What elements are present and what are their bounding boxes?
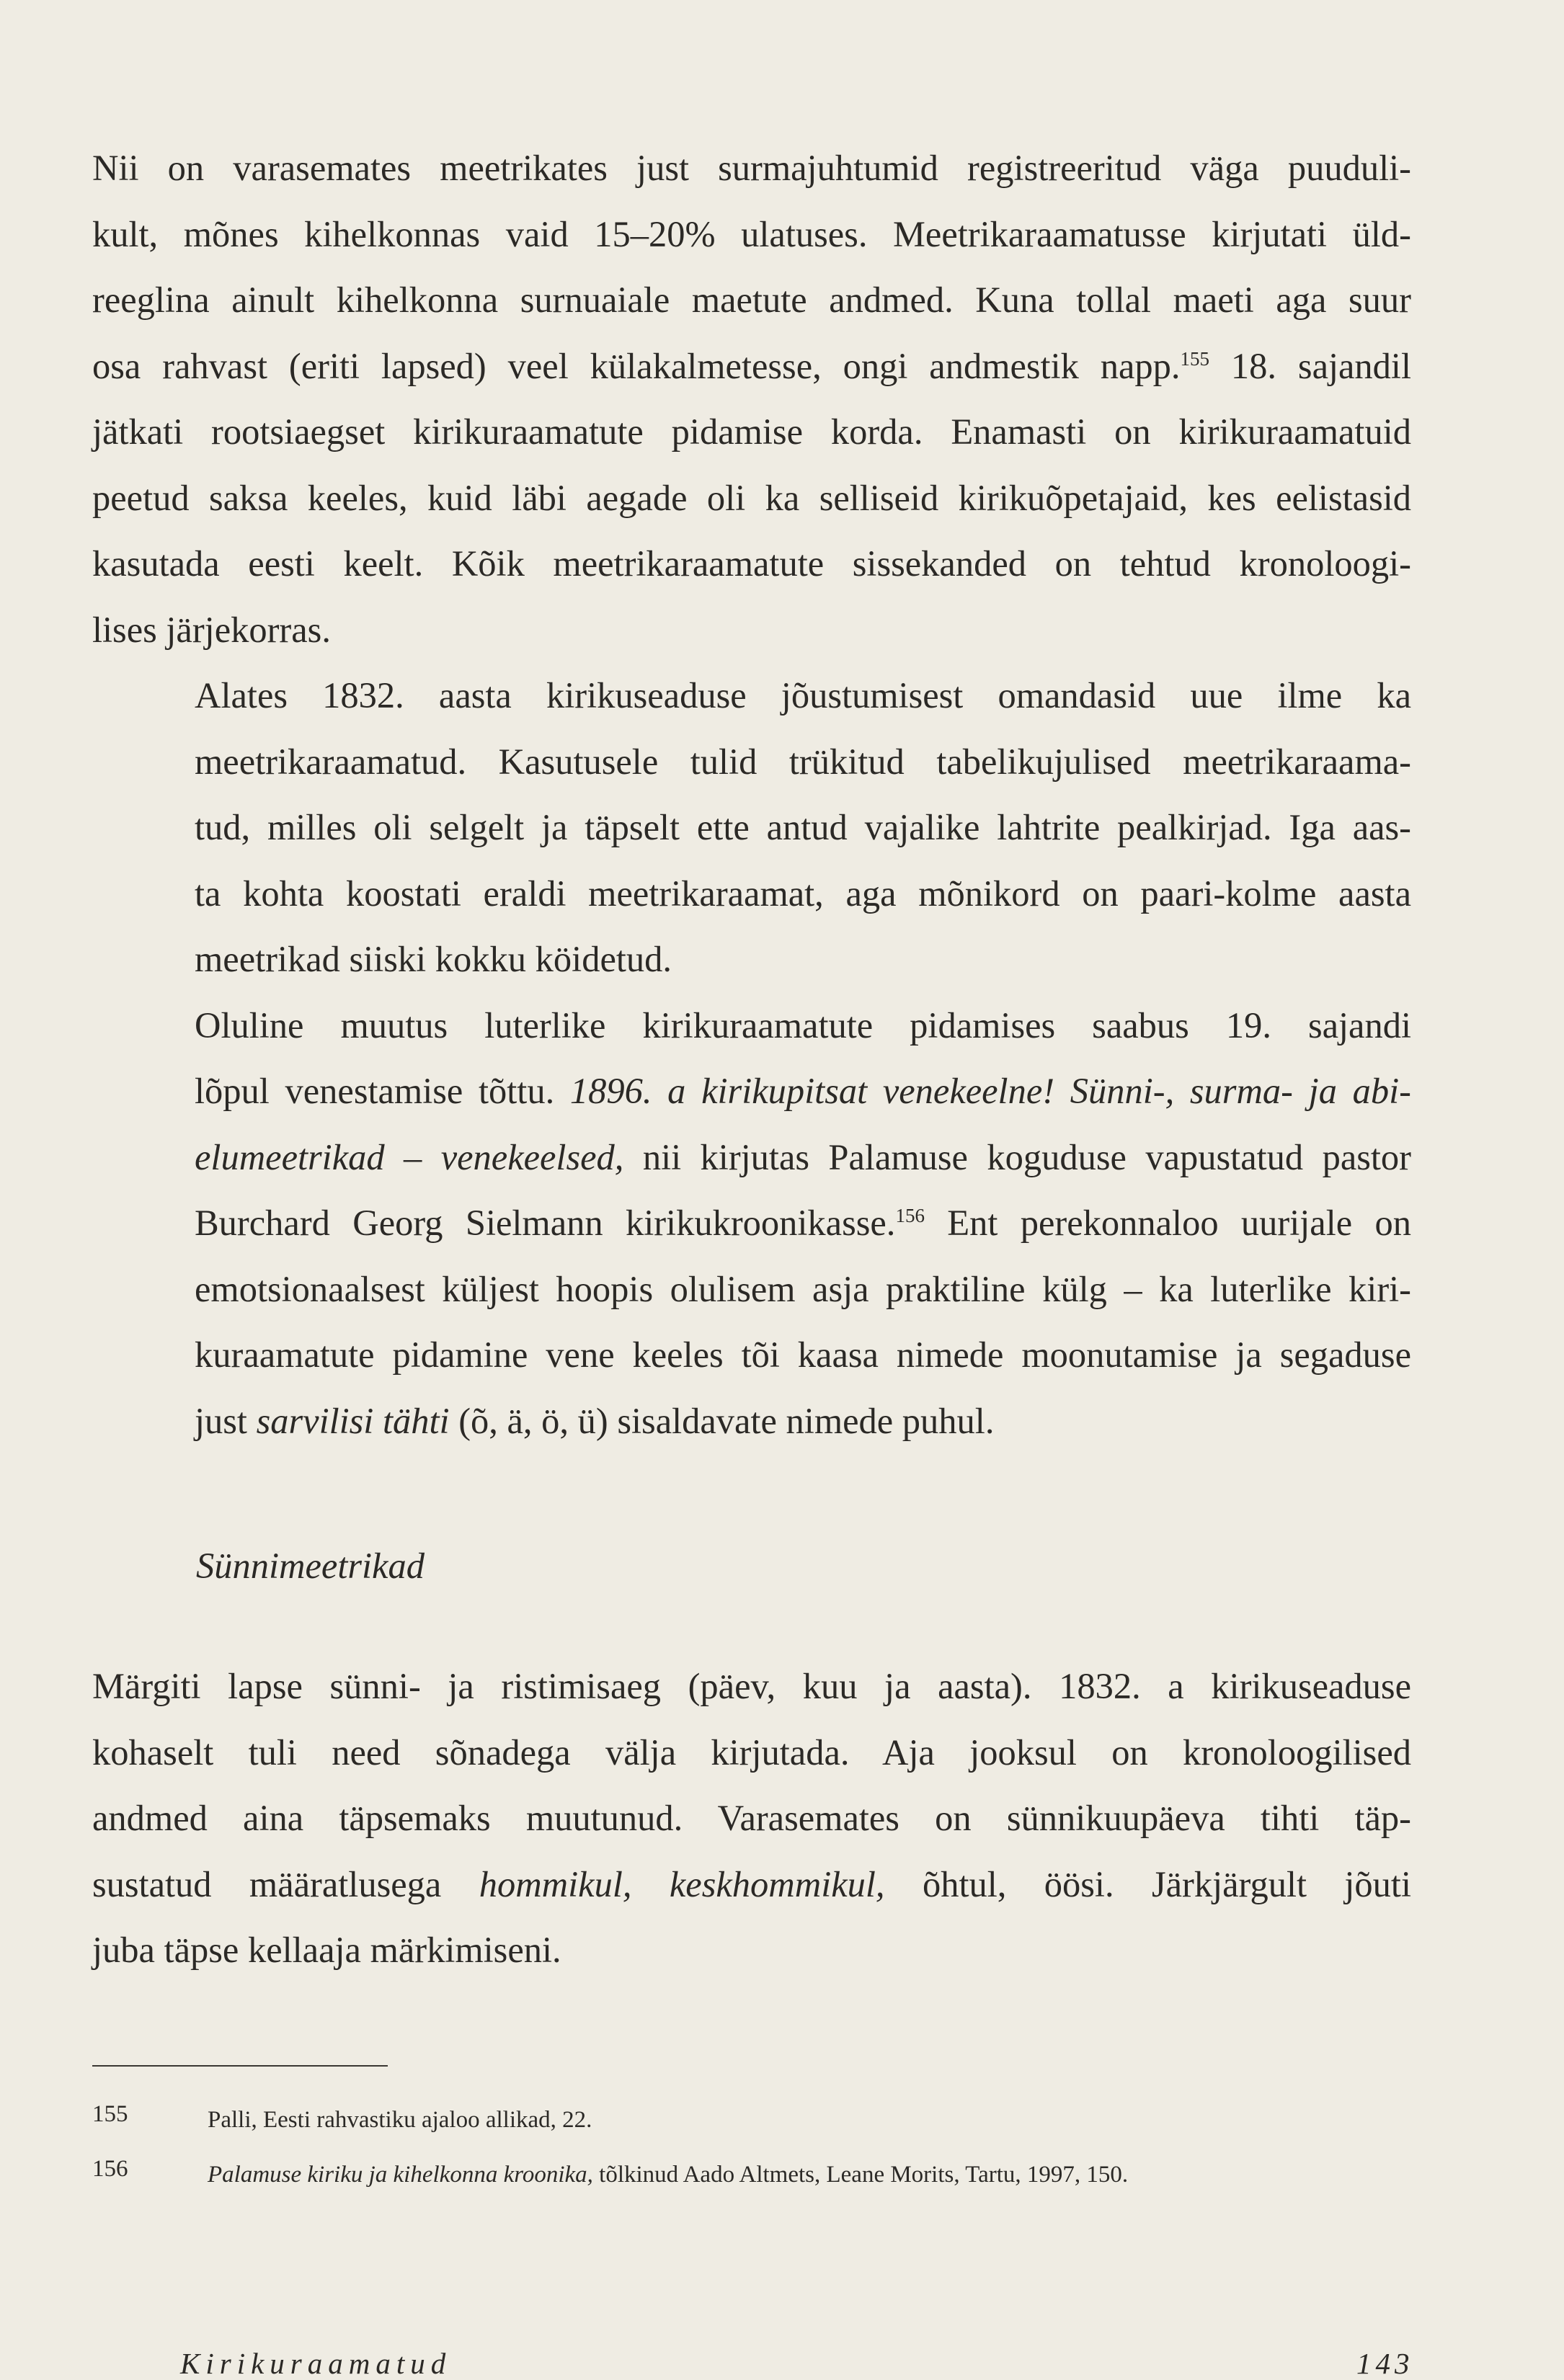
text-line <box>92 1389 1411 1455</box>
page-number: 143 <box>1356 2347 1414 2380</box>
text-line: kuraamatute pidamine vene keeles tõi kaasa nimede moonutamise ja segaduse <box>195 1334 1411 1375</box>
text-line: kasutada eesti keelt. Kõik meetrikaraamatute sissekanded on tehtud kronoloogi- <box>92 543 1411 584</box>
text-span: osa rahvast (eriti lapsed) veel külakalmetesse, ongi andmestik napp. <box>92 345 1181 386</box>
text-line <box>92 1190 1411 1257</box>
footnote-number: 156 <box>92 2156 128 2182</box>
footnote-ref-156[interactable]: 156 <box>895 1205 925 1227</box>
footnote-title: Palamuse kiriku ja kihelkonna kroonika, <box>208 2162 593 2188</box>
paragraph-3 <box>92 993 1411 1455</box>
footnote-divider <box>92 2065 388 2067</box>
paragraph-2 <box>92 663 1411 993</box>
text-span: Burchard Georg Sielmann kirikukroonikasse. <box>195 1203 896 1243</box>
paragraph-4 <box>92 1654 1411 1984</box>
text-line <box>92 1852 1411 1918</box>
text-line <box>92 334 1411 400</box>
text-line: ta kohta koostati eraldi meetrikaraamat, aga mõnikord on paari-kolme aasta <box>195 873 1411 914</box>
text-line: reeglina ainult kihelkonna surnuaiale maetute andmed. Kuna tollal maeti aga suur <box>92 280 1411 320</box>
italic-term: sarvilisi tähti <box>256 1400 450 1441</box>
text-span: lõpul venestamise tõttu. <box>195 1071 570 1111</box>
text-span: Ent perekonnaloo uurijale on <box>924 1203 1411 1243</box>
text-line: lises järjekorras. <box>92 609 331 650</box>
footnote-ref-155[interactable]: 155 <box>1180 347 1210 370</box>
text-line: andmed aina täpsemaks muutunud. Varasemates on sünnikuupäeva tihti täp- <box>92 1798 1411 1838</box>
text-line: kohaselt tuli need sõnadega välja kirjutada. Aja jooksul on kronoloogilised <box>92 1731 1411 1773</box>
body-text-top <box>92 135 1411 1454</box>
text-span: 18. sajandil <box>1209 345 1411 386</box>
italic-quote: elumeetrikad – venekeelsed, <box>195 1136 624 1177</box>
text-line <box>92 1125 1411 1191</box>
footnote-text: Palli, Eesti rahvastiku ajaloo allikad, 22. <box>208 2107 592 2133</box>
text-line: Märgiti lapse sünni- ja ristimisaeg (päev, kuu ja aasta). 1832. a kirikuseaduse <box>92 1666 1411 1706</box>
text-line: kult, mõnes kihelkonnas vaid 15–20% ulatuses. Meetrikaraamatusse kirjutati üld- <box>92 213 1411 254</box>
text-span: just <box>195 1400 257 1441</box>
footnote-number: 155 <box>92 2101 128 2127</box>
text-line: juba täpse kellaaja märkimiseni. <box>92 1930 561 1970</box>
footnote-detail: tõlkinud Aado Altmets, Leane Morits, Tartu, 1997, 150. <box>592 2162 1129 2188</box>
footnote-text <box>208 2157 1128 2193</box>
text-line: Alates 1832. aasta kirikuseaduse jõustumisest omandasid uue ilme ka <box>195 675 1411 716</box>
text-line: tud, milles oli selgelt ja täpselt ette antud vajalike lahtrite pealkirjad. Iga aas- <box>195 807 1411 847</box>
text-line <box>92 1058 1411 1125</box>
text-span: sustatud määratlusega <box>92 1863 479 1904</box>
text-line: Oluline muutus luterlike kirikuraamatute pidamises saabus 19. sajandi <box>195 1004 1411 1046</box>
text-line: Nii on varasemates meetrikates just surmajuhtumid registreeritud väga puuduli- <box>92 148 1411 188</box>
text-line: peetud saksa keeles, kuid läbi aegade oli ka selliseid kirikuõpetajaid, kes eelistasid <box>92 477 1411 518</box>
body-text-bottom <box>92 1654 1411 1984</box>
italic-term: hommikul, keskhommikul, <box>479 1863 885 1904</box>
text-line: meetrikaraamatud. Kasutusele tulid trükitud tabelikujulised meetrikaraama- <box>195 741 1411 782</box>
running-footer-title: Kirikuraamatud <box>180 2347 452 2380</box>
text-line: meetrikad siiski kokku köidetud. <box>195 939 672 979</box>
paragraph-1 <box>92 135 1411 663</box>
text-line: jätkati rootsiaegset kirikuraamatute pidamise korda. Enamasti on kirikuraamatuid <box>92 411 1411 452</box>
text-span: nii kirjutas Palamuse koguduse vapustatud pastor <box>623 1136 1411 1177</box>
italic-quote: 1896. a kirikupitsat venekeelne! Sünni-, surma- ja abi- <box>569 1071 1411 1111</box>
text-span: (õ, ä, ö, ü) sisaldavate nimede puhul. <box>449 1400 995 1441</box>
text-line: emotsionaalsest küljest hoopis olulisem asja praktiline külg – ka luterlike kiri- <box>195 1268 1411 1309</box>
section-heading: Sünnimeetrikad <box>196 1546 425 1586</box>
text-span: õhtul, öösi. Järkjärgult jõuti <box>884 1863 1411 1904</box>
